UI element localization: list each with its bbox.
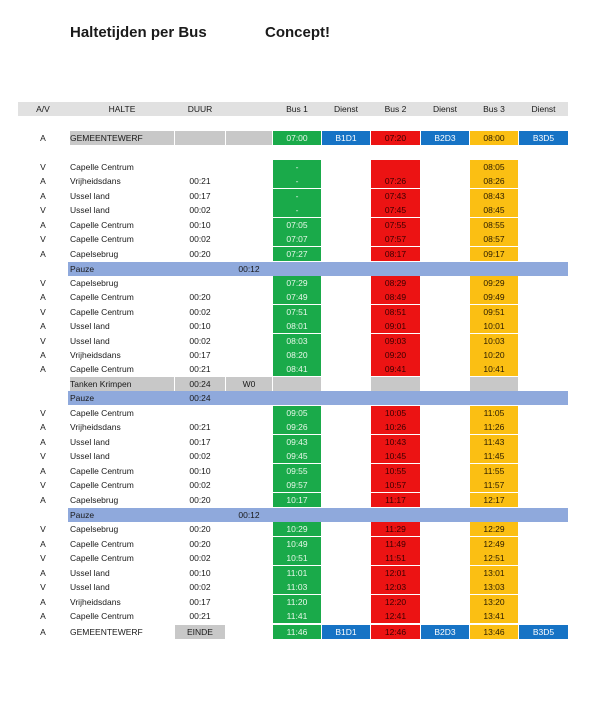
duration-cell: 00:20 [189, 292, 211, 302]
bus1-time: 10:29 [273, 522, 321, 536]
stop-name: Capelle Centrum [70, 553, 134, 563]
bus3-time: 09:29 [470, 276, 518, 290]
av-cell: V [40, 205, 46, 215]
av-cell: V [40, 480, 46, 490]
bus3-time: 08:43 [470, 189, 518, 203]
duration-cell: 00:20 [189, 539, 211, 549]
bus1-time: 09:05 [273, 406, 321, 420]
bus1-time: 07:51 [273, 305, 321, 319]
bus1-time: 11:20 [273, 595, 321, 609]
bus3-time: 11:57 [470, 478, 518, 492]
bus2-time: 10:05 [371, 406, 420, 420]
page-title: Haltetijden per Bus [70, 24, 207, 41]
av-cell: A [40, 249, 46, 259]
av-cell: A [40, 133, 46, 143]
bus1-time: 08:03 [273, 334, 321, 348]
bus3-time: 08:55 [470, 218, 518, 232]
bus3-time: 08:00 [470, 131, 518, 145]
duration-cell: 00:17 [189, 437, 211, 447]
table-row [0, 478, 594, 492]
header-dienst2: Dienst [432, 104, 458, 114]
pause-row [0, 508, 594, 522]
bus3-time: 09:51 [470, 305, 518, 319]
pause-row [0, 262, 594, 276]
av-cell: A [40, 495, 46, 505]
bus2-time: 12:03 [371, 580, 420, 594]
bus1-time: 08:01 [273, 319, 321, 333]
table-row [0, 580, 594, 594]
bus1-time: 09:55 [273, 464, 321, 478]
stop-name: Capelle Centrum [70, 480, 134, 490]
duration-cell: 00:24 [175, 377, 225, 391]
av-cell: A [40, 350, 46, 360]
bus3-time: 11:45 [470, 449, 518, 463]
bus2-time: 09:03 [371, 334, 420, 348]
dienst1-badge: B1D1 [322, 625, 370, 639]
bus1-time: 11:01 [273, 566, 321, 580]
duration-cell: 00:21 [189, 364, 211, 374]
bus1-time: 10:51 [273, 551, 321, 565]
av-cell: A [40, 176, 46, 186]
duration-cell [175, 406, 225, 420]
stop-name: Capelle Centrum [70, 466, 134, 476]
table-row [0, 406, 594, 420]
dienst2-badge: B2D3 [421, 625, 469, 639]
stop-name: GEMEENTEWERF [70, 627, 143, 637]
duration-cell: 00:02 [189, 234, 211, 244]
av-cell: V [40, 336, 46, 346]
av-cell: A [40, 364, 46, 374]
bus1-time: 07:00 [273, 131, 321, 145]
pause-label: Pauze [70, 510, 95, 520]
dienst2-badge: B2D3 [421, 131, 469, 145]
table-row [0, 362, 594, 376]
bus1-time: 09:57 [273, 478, 321, 492]
av-cell: V [40, 307, 46, 317]
bus2-time: 07:45 [371, 203, 420, 217]
stop-name: Capelle Centrum [70, 307, 134, 317]
table-row [0, 131, 594, 145]
av-cell: V [40, 408, 46, 418]
table-row [0, 247, 594, 261]
stop-name: Capelsebrug [70, 495, 119, 505]
header-bus1: Bus 1 [286, 104, 308, 114]
bus1-time: 08:41 [273, 362, 321, 376]
table-row [0, 160, 594, 174]
bus2-time: 09:01 [371, 319, 420, 333]
stop-name: Capelsebrug [70, 524, 119, 534]
av-cell: A [40, 568, 46, 578]
stop-name: Capelle Centrum [70, 539, 134, 549]
bus1-gap [273, 377, 321, 391]
duration-cell: 00:02 [189, 480, 211, 490]
bus2-time: 10:26 [371, 420, 420, 434]
av-cell: V [40, 524, 46, 534]
stop-name: Vrijheidsdans [70, 176, 121, 186]
bus1-time: 10:49 [273, 537, 321, 551]
av-cell: A [40, 321, 46, 331]
header-dienst3: Dienst [531, 104, 556, 114]
header-dienst1: Dienst [333, 104, 359, 114]
bus1-time: 09:45 [273, 449, 321, 463]
table-row [0, 290, 594, 304]
duration-cell: 00:17 [189, 350, 211, 360]
table-row [0, 537, 594, 551]
bus2-time: 10:45 [371, 449, 420, 463]
stop-name: Ussel land [70, 437, 110, 447]
header-duur: DUUR [187, 104, 213, 114]
bus1-time: 07:49 [273, 290, 321, 304]
duration-cell: 00:02 [189, 582, 211, 592]
duration-cell: 00:02 [189, 451, 211, 461]
concept-label: Concept! [265, 24, 330, 41]
bus1-time: 07:05 [273, 218, 321, 232]
stop-name: Tanken Krimpen [70, 377, 174, 391]
table-row [0, 522, 594, 536]
bus3-time: 11:55 [470, 464, 518, 478]
bus2-time: 07:20 [371, 131, 420, 145]
stop-name: Ussel land [70, 568, 110, 578]
av-cell: A [40, 437, 46, 447]
stop-name: Capelsebrug [70, 278, 119, 288]
av-cell: A [40, 597, 46, 607]
stop-name: Ussel land [70, 191, 110, 201]
table-row [0, 435, 594, 449]
bus3-time: 09:49 [470, 290, 518, 304]
bus2-time: 12:01 [371, 566, 420, 580]
extra-cell [226, 131, 272, 145]
stop-name: Capelle Centrum [70, 220, 134, 230]
bus3-time: 12:49 [470, 537, 518, 551]
av-cell: A [40, 292, 46, 302]
stop-name: GEMEENTEWERF [70, 131, 174, 145]
bus1-time: - [273, 160, 321, 174]
bus3-time: 08:05 [470, 160, 518, 174]
pause-duration: 00:12 [238, 264, 260, 274]
duration-cell: 00:10 [189, 466, 211, 476]
bus3-time: 08:57 [470, 232, 518, 246]
header-av: A/V [36, 104, 50, 114]
bus3-time: 10:03 [470, 334, 518, 348]
bus2-time: 07:26 [371, 174, 420, 188]
stop-name: Vrijheidsdans [70, 350, 121, 360]
bus3-time: 13:41 [470, 609, 518, 623]
stop-name: Ussel land [70, 582, 110, 592]
bus1-time: 10:17 [273, 493, 321, 507]
table-row [0, 449, 594, 463]
table-row [0, 595, 594, 609]
bus2-time: 11:29 [371, 522, 420, 536]
table-row [0, 305, 594, 319]
bus3-time: 09:17 [470, 247, 518, 261]
bus3-time: 11:26 [470, 420, 518, 434]
duration-cell: 00:10 [189, 220, 211, 230]
table-row [0, 493, 594, 507]
duration-cell: 00:02 [189, 307, 211, 317]
bus3-time: 11:43 [470, 435, 518, 449]
duration-cell: 00:10 [189, 321, 211, 331]
duration-cell: 00:20 [189, 524, 211, 534]
table-row [0, 625, 594, 639]
duration-cell: 00:21 [189, 422, 211, 432]
extra-cell: W0 [226, 377, 272, 391]
av-cell: A [40, 611, 46, 621]
dienst3-badge: B3D5 [519, 625, 568, 639]
stop-name: Vrijheidsdans [70, 597, 121, 607]
stop-name: Vrijheidsdans [70, 422, 121, 432]
pause-label: Pauze [70, 264, 95, 274]
duration-cell: 00:02 [189, 553, 211, 563]
bus2-time: 09:20 [371, 348, 420, 362]
dienst3-badge: B3D5 [519, 131, 568, 145]
bus1-time: 09:26 [273, 420, 321, 434]
table-row [0, 232, 594, 246]
bus1-time: 09:43 [273, 435, 321, 449]
bus2-time: 12:41 [371, 609, 420, 623]
table-row [0, 218, 594, 232]
stop-name: Ussel land [70, 336, 110, 346]
bus1-time: - [273, 189, 321, 203]
bus3-time: 13:46 [470, 625, 518, 639]
bus3-time: 12:17 [470, 493, 518, 507]
duration-cell [175, 276, 225, 290]
av-cell: A [40, 191, 46, 201]
table-row [0, 319, 594, 333]
bus3-time: 13:01 [470, 566, 518, 580]
av-cell: V [40, 234, 46, 244]
pause-duration: 00:24 [189, 393, 211, 403]
table-row [0, 551, 594, 565]
bus2-time: 10:43 [371, 435, 420, 449]
table-row [0, 464, 594, 478]
bus3-time: 12:51 [470, 551, 518, 565]
bus3-time: 10:01 [470, 319, 518, 333]
av-cell: A [40, 539, 46, 549]
bus2-time: 08:17 [371, 247, 420, 261]
tank-row [0, 377, 594, 391]
bus1-time: 07:29 [273, 276, 321, 290]
duration-cell: 00:20 [189, 495, 211, 505]
bus1-time: 08:20 [273, 348, 321, 362]
av-cell: V [40, 451, 46, 461]
bus1-time: 11:41 [273, 609, 321, 623]
bus1-time: 11:03 [273, 580, 321, 594]
table-row [0, 203, 594, 217]
stop-name: Ussel land [70, 321, 110, 331]
table-row [0, 334, 594, 348]
bus2-time: 08:51 [371, 305, 420, 319]
stop-name: Capelle Centrum [70, 162, 134, 172]
duration-cell: 00:02 [189, 336, 211, 346]
bus2-time: 11:51 [371, 551, 420, 565]
bus2-time: 11:17 [371, 493, 420, 507]
stop-name: Capelle Centrum [70, 611, 134, 621]
stop-name: Ussel land [70, 205, 110, 215]
bus2-time: 08:29 [371, 276, 420, 290]
duration-cell: 00:21 [189, 176, 211, 186]
bus2-time [371, 160, 420, 174]
pause-label: Pauze [70, 393, 95, 403]
bus2-time: 10:55 [371, 464, 420, 478]
table-row [0, 276, 594, 290]
bus2-time: 09:41 [371, 362, 420, 376]
duration-cell: 00:20 [189, 249, 211, 259]
bus2-gap [371, 377, 420, 391]
bus3-time: 13:20 [470, 595, 518, 609]
stop-name: Capelle Centrum [70, 234, 134, 244]
av-cell: V [40, 162, 46, 172]
duration-cell: 00:17 [189, 191, 211, 201]
bus3-time: 10:20 [470, 348, 518, 362]
bus3-time: 13:03 [470, 580, 518, 594]
bus1-time: - [273, 203, 321, 217]
bus2-time: 07:43 [371, 189, 420, 203]
header-bus3: Bus 3 [483, 104, 505, 114]
stop-name: Capelle Centrum [70, 408, 134, 418]
header-bus2: Bus 2 [384, 104, 407, 114]
bus3-gap [470, 377, 518, 391]
table-header [0, 102, 594, 116]
bus2-time: 10:57 [371, 478, 420, 492]
stop-name: Ussel land [70, 451, 110, 461]
duration-cell: 00:21 [189, 611, 211, 621]
duration-cell [175, 160, 225, 174]
table-row [0, 609, 594, 623]
bus1-time: - [273, 174, 321, 188]
bus2-time: 12:46 [371, 625, 420, 639]
table-row [0, 420, 594, 434]
av-cell: A [40, 627, 46, 637]
av-cell: A [40, 422, 46, 432]
av-cell: V [40, 582, 46, 592]
duration-cell: EINDE [175, 625, 225, 639]
duration-cell: 00:02 [189, 205, 211, 215]
bus2-time: 07:57 [371, 232, 420, 246]
av-cell: V [40, 553, 46, 563]
stop-name: Capelle Centrum [70, 292, 134, 302]
av-cell: V [40, 278, 46, 288]
header-halte: HALTE [108, 104, 136, 114]
bus3-time: 10:41 [470, 362, 518, 376]
bus2-time: 12:20 [371, 595, 420, 609]
av-cell: A [40, 466, 46, 476]
dienst1-badge: B1D1 [322, 131, 370, 145]
bus3-time: 11:05 [470, 406, 518, 420]
bus1-time: 07:27 [273, 247, 321, 261]
stop-name: Capelle Centrum [70, 364, 134, 374]
bus3-time: 08:26 [470, 174, 518, 188]
bus2-time: 11:49 [371, 537, 420, 551]
duration-cell [175, 131, 225, 145]
duration-cell: 00:10 [189, 568, 211, 578]
bus1-time: 07:07 [273, 232, 321, 246]
table-row [0, 174, 594, 188]
pause-row [0, 391, 594, 405]
table-row [0, 566, 594, 580]
bus2-time: 07:55 [371, 218, 420, 232]
stop-name: Capelsebrug [70, 249, 119, 259]
duration-cell: 00:17 [189, 597, 211, 607]
av-cell: A [40, 220, 46, 230]
bus1-time: 11:46 [273, 625, 321, 639]
pause-duration: 00:12 [238, 510, 260, 520]
bus3-time: 12:29 [470, 522, 518, 536]
bus2-time: 08:49 [371, 290, 420, 304]
bus3-time: 08:45 [470, 203, 518, 217]
table-row [0, 348, 594, 362]
table-row [0, 189, 594, 203]
